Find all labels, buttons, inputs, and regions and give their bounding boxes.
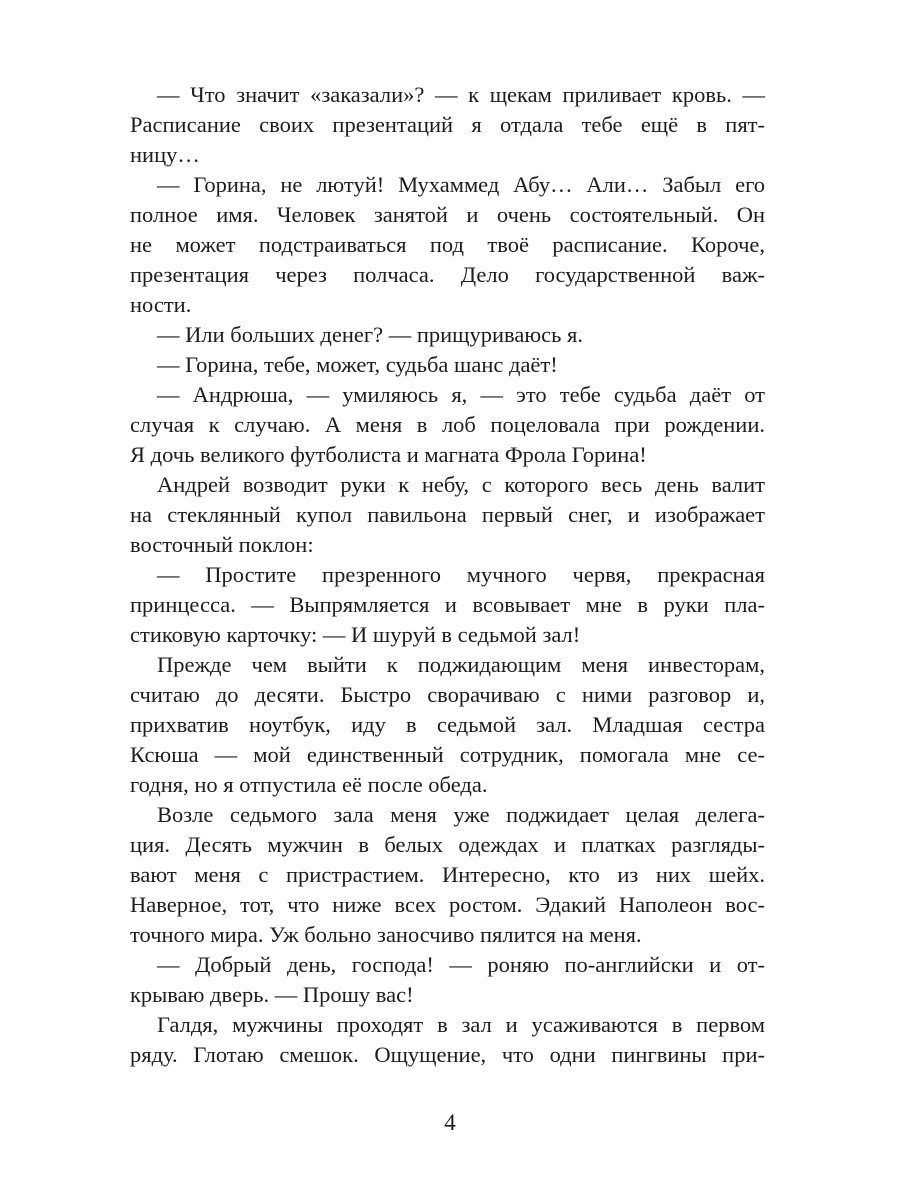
text-line: не может подстраиваться под твоё расписание. Короче, xyxy=(130,232,765,257)
paragraph xyxy=(130,350,765,380)
page-number: 4 xyxy=(444,1110,456,1135)
text-line: — Горина, не лютуй! Мухаммед Абу… Али… Забыл его xyxy=(157,172,765,197)
text-line: точного мира. Уж больно заносчиво пялится на меня. xyxy=(130,922,642,947)
text-line: — Что значит «заказали»? — к щекам приливает кровь. — xyxy=(157,82,765,107)
text-line: Я дочь великого футболиста и магната Фрола Горина! xyxy=(130,442,647,467)
text-line: восточный поклон: xyxy=(130,532,314,557)
text-line: — Андрюша, — умиляюсь я, — это тебе судьба даёт от xyxy=(157,382,765,407)
text-line: ция. Десять мужчин в белых одеждах и платках разгляды- xyxy=(130,832,765,857)
text-line: Прежде чем выйти к поджидающим меня инвесторам, xyxy=(157,652,765,677)
text-line: — Простите презренного мучного червя, прекрасная xyxy=(157,562,765,587)
text-line: принцесса. — Выпрямляется и всовывает мне в руки пла- xyxy=(130,592,765,617)
text-line: крываю дверь. — Прошу вас! xyxy=(130,982,414,1007)
text-line: стиковую карточку: — И шуруй в седьмой зал! xyxy=(130,622,581,647)
text-line: годня, но я отпустила её после обеда. xyxy=(130,772,488,797)
text-line: ницу… xyxy=(130,142,200,167)
text-line: Ксюша — мой единственный сотрудник, помогала мне се- xyxy=(130,742,765,767)
paragraph xyxy=(130,1010,765,1070)
text-line: считаю до десяти. Быстро сворачиваю с ними разговор и, xyxy=(130,682,765,707)
paragraph xyxy=(130,170,765,320)
text-line: презентация через полчаса. Дело государственной важ- xyxy=(130,262,765,287)
page-text-block xyxy=(130,80,765,1070)
text-line: Галдя, мужчины проходят в зал и усаживаются в первом xyxy=(157,1012,765,1037)
paragraph xyxy=(130,80,765,170)
paragraph xyxy=(130,380,765,470)
text-line: полное имя. Человек занятой и очень состоятельный. Он xyxy=(130,202,765,227)
text-line: Расписание своих презентаций я отдала тебе ещё в пят- xyxy=(130,112,765,137)
paragraph xyxy=(130,650,765,800)
text-line: Андрей возводит руки к небу, с которого весь день валит xyxy=(157,472,765,497)
text-line: на стеклянный купол павильона первый снег, и изображает xyxy=(130,502,765,527)
paragraph xyxy=(130,470,765,560)
text-line: прихватив ноутбук, иду в седьмой зал. Младшая сестра xyxy=(130,712,765,737)
text-line: ряду. Глотаю смешок. Ощущение, что одни пингвины при- xyxy=(130,1042,765,1067)
text-line: случая к случаю. А меня в лоб поцеловала при рождении. xyxy=(130,412,765,437)
text-line: Наверное, тот, что ниже всех ростом. Эдакий Наполеон вос- xyxy=(130,892,765,917)
text-line: Возле седьмого зала меня уже поджидает целая делега- xyxy=(157,802,765,827)
text-line: — Горина, тебе, может, судьба шанс даёт! xyxy=(157,352,558,377)
paragraph xyxy=(130,800,765,950)
text-line: — Добрый день, господа! — роняю по-английски и от- xyxy=(157,952,765,977)
paragraph xyxy=(130,950,765,1010)
text-line: ности. xyxy=(130,292,192,317)
paragraph xyxy=(130,320,765,350)
text-line: вают меня с пристрастием. Интересно, кто из них шейх. xyxy=(130,862,765,887)
paragraph xyxy=(130,560,765,650)
text-line: — Или больших денег? — прищуриваюсь я. xyxy=(157,322,583,347)
